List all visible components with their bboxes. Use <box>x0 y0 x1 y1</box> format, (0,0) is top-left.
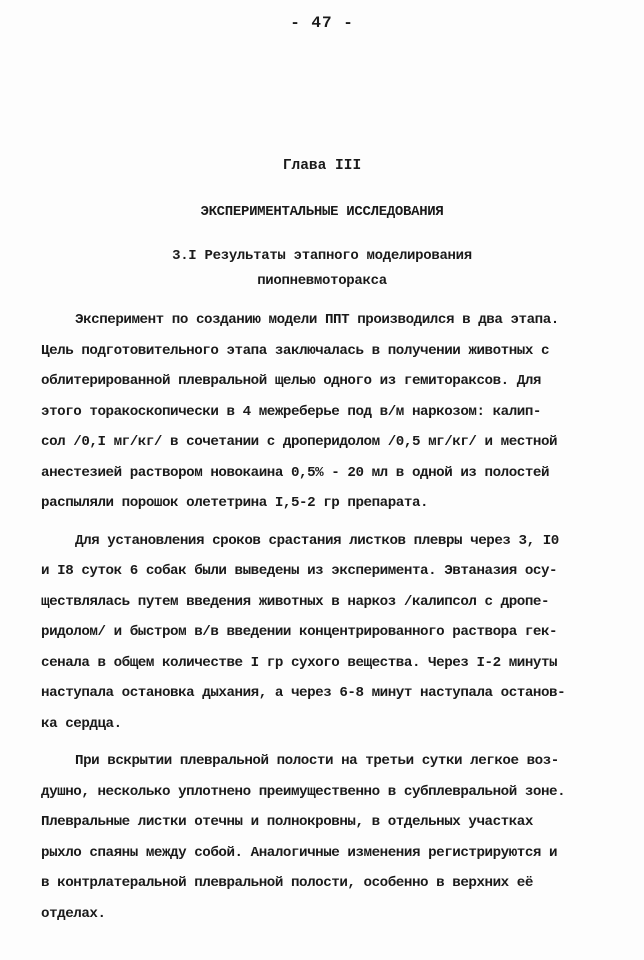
body-text <box>41 305 601 929</box>
text-line: сол /0,I мг/кг/ в сочетании с дроперидолом /0,5 мг/кг/ и местной <box>41 434 558 450</box>
subsection-heading <box>0 244 644 294</box>
subsection-title-line-1: 3.I Результаты этапного моделирования <box>172 248 472 264</box>
text-line: Плевральные листки отечны и полнокровны, в отдельных участках <box>41 814 533 830</box>
text-line: распыляли порошок олететрина I,5-2 гр препарата. <box>41 495 429 511</box>
paragraph-2 <box>41 526 601 740</box>
text-line: рыхло спаяны между собой. Аналогичные изменения регистрируются и <box>41 844 558 861</box>
text-line: ридолом/ и быстром в/в введении концентрированного раствора гек- <box>41 624 558 640</box>
subsection-title-line-2: пиопневмоторакса <box>257 273 387 289</box>
paragraph-1 <box>41 305 601 519</box>
text-line: Эксперимент по созданию модели ППТ производился в два этапа. <box>75 312 559 328</box>
section-title: ЭКСПЕРИМЕНТАЛЬНЫЕ ИССЛЕДОВАНИЯ <box>200 204 444 220</box>
chapter-title: Глава III <box>282 158 362 174</box>
text-line: облитерированной плевральной щелью одного из гемитораксов. Для <box>41 373 541 389</box>
text-line: в контрлатеральной плевральной полости, особенно в верхних её <box>41 875 533 891</box>
text-line: отделах. <box>41 905 106 922</box>
text-line: При вскрытии плевральной полости на третьи сутки легкое воз- <box>75 753 559 769</box>
text-line: Для установления сроков срастания листков плевры через 3, I0 <box>75 532 559 549</box>
text-line: ка сердца. <box>41 715 122 732</box>
page-number: - 47 - <box>290 14 354 32</box>
text-line: сенала в общем количестве I гр сухого вещества. Через I-2 минуты <box>41 654 558 671</box>
text-line: Цель подготовительного этапа заключалась в получении животных с <box>41 342 550 359</box>
text-line: наступала остановка дыхания, а через 6-8 минут наступала останов- <box>41 685 566 701</box>
text-line: душно, несколько уплотнено преимущественно в субплевральной зоне. <box>41 783 566 800</box>
text-line: анестезией раствором новокаина 0,5% - 20 мл в одной из полостей <box>41 464 550 481</box>
text-line: и I8 суток 6 собак были выведены из эксперимента. Эвтаназия осу- <box>41 563 558 579</box>
text-line: ществлялась путем введения животных в наркоз /калипсол с дропе- <box>41 593 550 610</box>
paragraph-3 <box>41 746 601 929</box>
text-line: этого торакоскопически в 4 межреберье под в/м наркозом: калип- <box>41 403 541 420</box>
